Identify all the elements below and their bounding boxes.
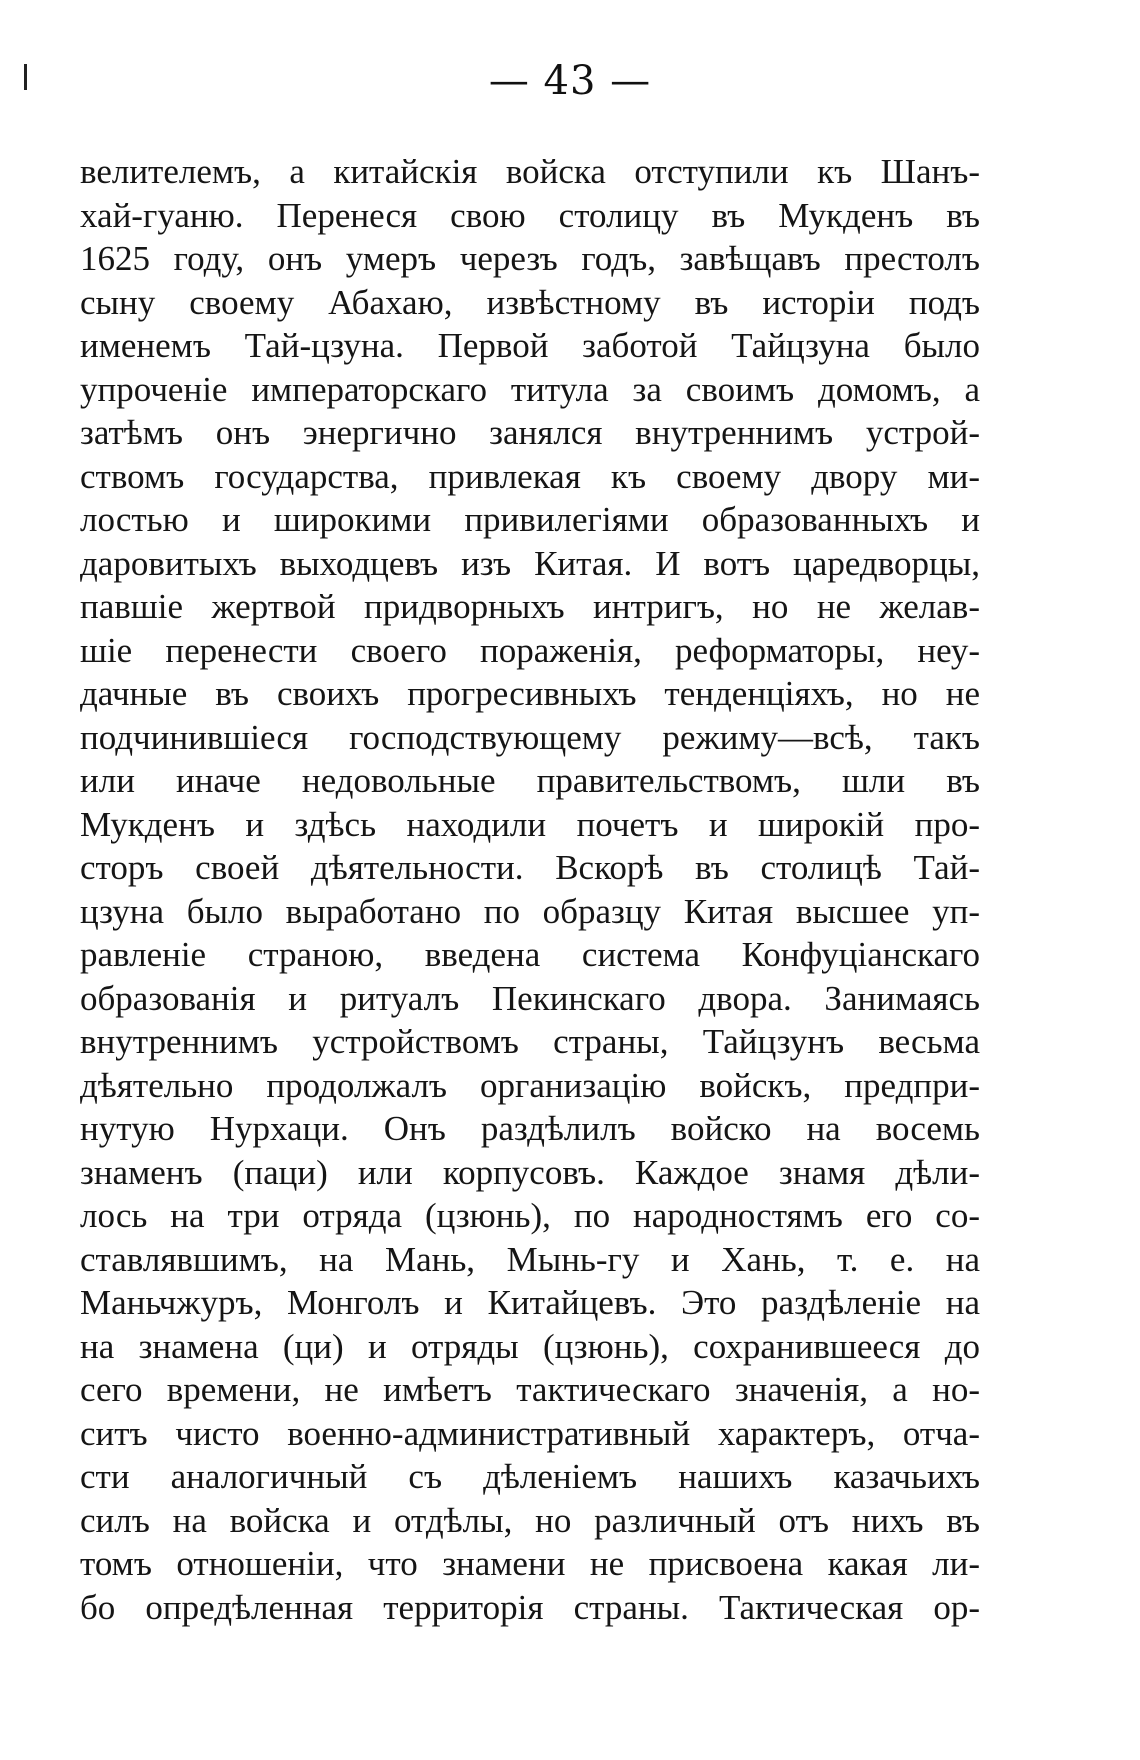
text-line: сторъ своей дѣятельности. Вскорѣ въ столицѣ Тай-	[80, 848, 980, 887]
text-line: образованія и ритуалъ Пекинскаго двора. Занимаясь	[80, 978, 980, 1018]
text-line: 1625 году, онъ умеръ черезъ годъ, завѣщавъ престолъ	[80, 239, 980, 278]
text-line: хай-гуаню. Перенеся свою столицу въ Мукденъ въ	[80, 195, 980, 235]
text-line: внутреннимъ устройствомъ страны, Тайцзунъ весьма	[80, 1022, 980, 1061]
text-line: Маньчжуръ, Монголъ и Китайцевъ. Это раздѣленіе на	[80, 1283, 980, 1322]
text-line: силъ на войска и отдѣлы, но различный отъ нихъ въ	[80, 1500, 980, 1540]
text-line: сего времени, не имѣетъ тактическаго значенія, а но-	[80, 1370, 980, 1409]
text-line: ствомъ государства, привлекая къ своему двору ми-	[80, 456, 980, 496]
text-line: равленіе страною, введена система Конфуціанскаго	[80, 935, 980, 974]
text-line: сыну своему Абахаю, извѣстному въ исторіи подъ	[80, 282, 980, 322]
text-line: цзуна было выработано по образцу Китая высшее уп-	[80, 891, 980, 931]
text-line: дѣятельно продолжалъ организацію войскъ, предпри-	[80, 1065, 980, 1105]
text-line: лось на три отряда (цзюнь), по народностямъ его со-	[80, 1196, 980, 1235]
text-line: именемъ Тай-цзуна. Первой заботой Тайцзуна было	[80, 326, 980, 365]
text-line: или иначе недовольные правительствомъ, шли въ	[80, 761, 980, 800]
text-line: знаменъ (паци) или корпусовъ. Каждое знамя дѣли-	[80, 1152, 980, 1192]
text-line: сти аналогичный съ дѣленіемъ нашихъ казачьихъ	[80, 1457, 980, 1496]
text-line: нутую Нурхаци. Онъ раздѣлилъ войско на восемь	[80, 1109, 980, 1148]
text-line: Мукденъ и здѣсь находили почетъ и широкій про-	[80, 804, 980, 844]
text-line: лостью и широкими привилегіями образованныхъ и	[80, 500, 980, 539]
text-line: бо опредѣленная территорія страны. Тактическая ор-	[80, 1587, 980, 1627]
text-line: велителемъ, а китайскія войска отступили къ Шанъ-	[80, 152, 980, 191]
text-line: ситъ чисто военно-административный характеръ, отча-	[80, 1413, 980, 1453]
text-line: ставлявшимъ, на Мань, Мынь-гу и Хань, т. е. на	[80, 1239, 980, 1279]
text-line: томъ отношеніи, что знамени не присвоена какая ли-	[80, 1544, 980, 1583]
text-line: на знамена (ци) и отряды (цзюнь), сохранившееся до	[80, 1326, 980, 1366]
text-line: подчинившіеся господствующему режиму—всѣ, такъ	[80, 717, 980, 757]
text-line: даровитыхъ выходцевъ изъ Китая. И вотъ царедворцы,	[80, 543, 980, 583]
text-line: павшіе жертвой придворныхъ интригъ, но не желав-	[80, 587, 980, 626]
text-line: упроченіе императорскаго титула за своимъ домомъ, а	[80, 369, 980, 409]
page-number: — 43 —	[488, 58, 652, 104]
text-line: дачные въ своихъ прогресивныхъ тенденціяхъ, но не	[80, 674, 980, 713]
text-line: затѣмъ онъ энергично занялся внутреннимъ устрой-	[80, 413, 980, 452]
text-line: шіе перенести своего пораженія, реформаторы, неу-	[80, 630, 980, 670]
body-text	[80, 150, 980, 1629]
